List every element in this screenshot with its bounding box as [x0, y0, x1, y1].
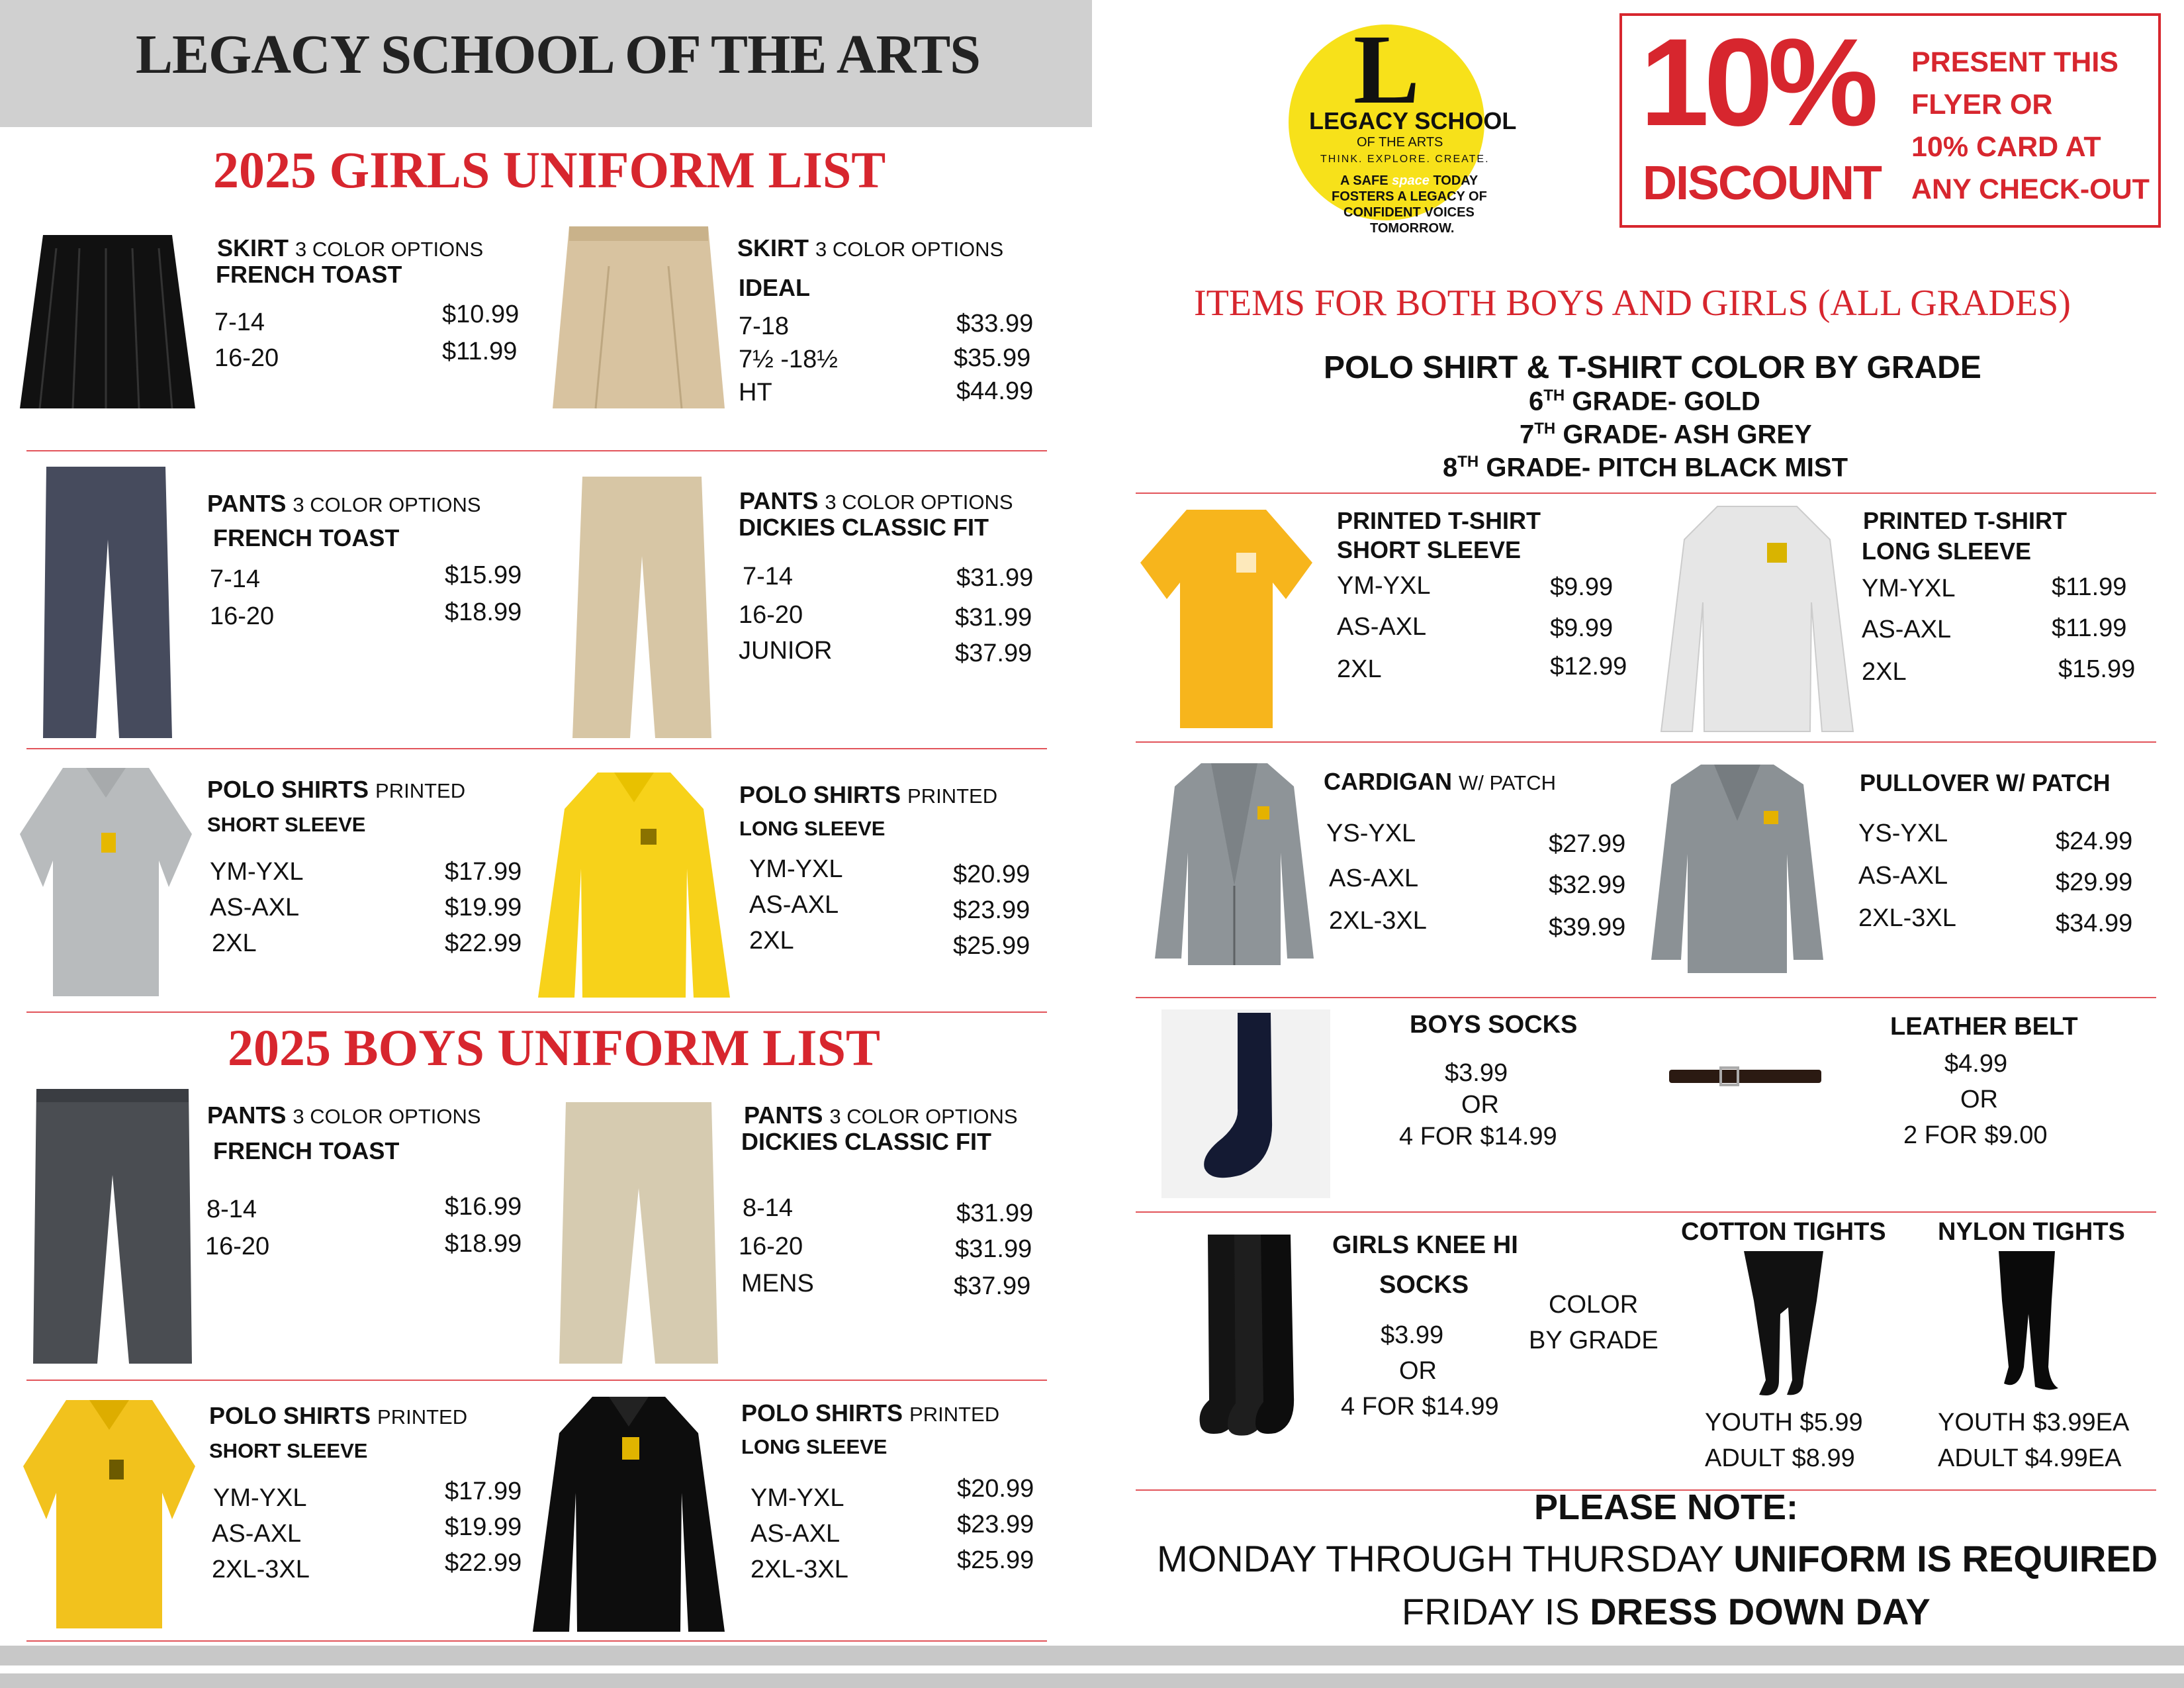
- knee-socks-image: [1195, 1231, 1314, 1440]
- both-title: ITEMS FOR BOTH BOYS AND GIRLS (ALL GRADES): [1194, 283, 2071, 324]
- g-skirt2-size: 7-18: [739, 312, 790, 340]
- svg-text:L: L: [1353, 15, 1420, 124]
- grey-polo-short-image: [17, 761, 195, 1000]
- discount-line3: 10% CARD AT: [1911, 131, 2101, 163]
- g-skirt1-title: [217, 234, 483, 262]
- discount-word: DISCOUNT: [1643, 157, 1881, 210]
- item-option: PRINTED: [907, 784, 998, 808]
- item-name: POLO SHIRTS: [741, 1399, 903, 1427]
- note-title: PLEASE NOTE:: [1534, 1487, 1799, 1527]
- note-line1-text: MONDAY THROUGH THURSDAY: [1157, 1538, 1734, 1579]
- cardigan-size: 2XL-3XL: [1329, 907, 1427, 935]
- g-pants2-brand: DICKIES CLASSIC FIT: [739, 514, 989, 541]
- g-skirt2-size: HT: [739, 379, 772, 406]
- item-option: PRINTED: [377, 1405, 468, 1429]
- g-polo2-size: AS-AXL: [749, 891, 839, 919]
- item-name: SKIRT: [217, 234, 289, 261]
- pullover-price: $29.99: [2056, 868, 2133, 896]
- logo-name: LEGACY SCHOOL: [1309, 107, 1517, 134]
- divider: [1136, 741, 2156, 743]
- tshirt-ss-size: 2XL: [1337, 655, 1382, 683]
- tshirt-ss-price: $9.99: [1550, 573, 1614, 601]
- g-polo2-title: [739, 781, 997, 809]
- b-pants2-title: [744, 1102, 1018, 1129]
- black-skirt-image: [20, 235, 199, 410]
- b-polo1-size: YM-YXL: [213, 1484, 307, 1512]
- b-polo2-size: AS-AXL: [751, 1520, 841, 1548]
- g-polo1-size: YM-YXL: [210, 858, 304, 886]
- boys-title: 2025 BOYS UNIFORM LIST: [228, 1019, 880, 1076]
- b-polo2-title: [741, 1399, 999, 1427]
- tshirt-ls-price: $15.99: [2058, 655, 2136, 683]
- b-pants2-price: $37.99: [954, 1272, 1031, 1300]
- g-polo2-sleeve: LONG SLEEVE: [739, 817, 886, 840]
- tshirt-ss-size: YM-YXL: [1337, 572, 1431, 600]
- nylon-name: NYLON TIGHTS: [1938, 1218, 2125, 1246]
- logo-sub: OF THE ARTS: [1357, 135, 1443, 150]
- cardigan-price: $39.99: [1549, 914, 1626, 941]
- b-polo1-price: $17.99: [445, 1477, 522, 1505]
- divider: [26, 1640, 1047, 1642]
- note-line2-bold: DRESS DOWN DAY: [1590, 1591, 1931, 1632]
- belt-or: OR: [1960, 1086, 1998, 1113]
- b-polo2-sleeve: LONG SLEEVE: [741, 1435, 887, 1458]
- logo-line1c: TODAY: [1433, 173, 1479, 188]
- belt-price: $4.99: [1944, 1050, 2008, 1078]
- b-polo2-size: 2XL-3XL: [751, 1556, 848, 1583]
- cardigan-size: YS-YXL: [1326, 820, 1416, 847]
- b-pants2-size: 8-14: [743, 1194, 794, 1222]
- b-polo2-price: $25.99: [957, 1546, 1034, 1574]
- belt-name: LEATHER BELT: [1890, 1013, 2078, 1041]
- tshirt-ss-size: AS-AXL: [1337, 613, 1427, 641]
- tshirt-ss-line1: PRINTED T-SHIRT: [1337, 507, 1541, 534]
- g-polo1-size: 2XL: [212, 929, 257, 957]
- divider: [26, 450, 1047, 451]
- discount-line2: FLYER OR: [1911, 89, 2053, 120]
- nylon-adult: ADULT $4.99EA: [1938, 1444, 2122, 1472]
- g-pants2-size: 16-20: [739, 601, 803, 629]
- logo-line3: CONFIDENT VOICES: [1343, 205, 1475, 220]
- g-skirt2-price: $33.99: [956, 310, 1034, 338]
- logo-line1: [1340, 173, 1478, 189]
- g-pants2-price: $31.99: [955, 604, 1032, 632]
- b-polo1-sleeve: SHORT SLEEVE: [209, 1439, 368, 1462]
- grade-sup: TH: [1457, 453, 1479, 471]
- item-option: 3 COLOR OPTIONS: [293, 1105, 481, 1128]
- divider: [26, 1380, 1047, 1381]
- g-skirt1-price: $11.99: [442, 338, 518, 365]
- knee-bundle: 4 FOR $14.99: [1341, 1393, 1499, 1421]
- item-option: W/ PATCH: [1459, 771, 1556, 794]
- girls-title: 2025 GIRLS UNIFORM LIST: [213, 141, 886, 199]
- cotton-tights-image: [1741, 1248, 1827, 1400]
- belt-image: [1668, 1066, 1823, 1090]
- item-name: PANTS: [739, 487, 819, 514]
- nylon-tights-image: [1992, 1248, 2065, 1393]
- g-polo2-size: 2XL: [749, 927, 794, 955]
- tshirt-ls-price: $11.99: [2052, 573, 2127, 601]
- tshirt-ls-size: YM-YXL: [1862, 575, 1956, 602]
- pullover-size: YS-YXL: [1858, 820, 1948, 847]
- pullover-size: 2XL-3XL: [1858, 904, 1956, 932]
- note-line2: [1402, 1590, 1931, 1633]
- belt-bundle: 2 FOR $9.00: [1903, 1121, 2048, 1149]
- g-pants1-price: $15.99: [445, 561, 522, 589]
- boys-socks-or: OR: [1461, 1091, 1499, 1119]
- g-skirt1-size: 16-20: [214, 344, 279, 372]
- item-name: SKIRT: [737, 234, 809, 261]
- b-pants1-size: 16-20: [205, 1233, 270, 1260]
- knee-name1: GIRLS KNEE HI: [1332, 1231, 1518, 1259]
- divider: [1136, 492, 2156, 494]
- divider: [26, 1011, 1047, 1013]
- pullover-name: PULLOVER W/ PATCH: [1860, 769, 2111, 796]
- item-name: POLO SHIRTS: [739, 781, 901, 808]
- cardigan-size: AS-AXL: [1329, 865, 1419, 892]
- pullover-image: [1648, 761, 1827, 980]
- g-skirt2-size: 7½ -18½: [739, 346, 838, 373]
- b-polo1-price: $19.99: [445, 1513, 522, 1541]
- tshirt-ss-line2: SHORT SLEEVE: [1337, 536, 1522, 563]
- pullover-size: AS-AXL: [1858, 862, 1948, 890]
- g-skirt2-title: [737, 234, 1003, 262]
- item-name: PANTS: [207, 490, 287, 517]
- b-pants1-size: 8-14: [206, 1196, 257, 1223]
- g-pants2-size: 7-14: [743, 563, 794, 590]
- g-pants1-size: 16-20: [210, 602, 275, 630]
- grade-sup: TH: [1534, 420, 1556, 438]
- footer-bar-bottom: [0, 1673, 2184, 1688]
- note-line1: [1157, 1537, 2158, 1580]
- item-name: CARDIGAN: [1324, 768, 1452, 795]
- g-polo2-price: $20.99: [953, 861, 1030, 888]
- cardigan-title: [1324, 768, 1556, 796]
- khaki-pants-boys-image: [556, 1102, 721, 1367]
- b-polo1-size: 2XL-3XL: [212, 1556, 310, 1583]
- item-name: POLO SHIRTS: [209, 1402, 371, 1429]
- grey-tshirt-long-image: [1658, 503, 1856, 735]
- logo-line1a: A SAFE: [1340, 173, 1388, 188]
- b-polo1-size: AS-AXL: [212, 1520, 302, 1548]
- g-skirt2-price: $44.99: [956, 377, 1034, 405]
- b-pants1-price: $18.99: [445, 1230, 522, 1258]
- grade-6: [1529, 387, 1760, 416]
- item-option: 3 COLOR OPTIONS: [829, 1105, 1018, 1128]
- b-pants1-brand: FRENCH TOAST: [213, 1137, 400, 1164]
- g-polo1-price: $17.99: [445, 858, 522, 886]
- navy-sock-image: [1191, 1009, 1297, 1182]
- b-polo2-size: YM-YXL: [751, 1484, 844, 1512]
- g-skirt1-brand: FRENCH TOAST: [216, 261, 402, 288]
- nylon-youth: YOUTH $3.99EA: [1938, 1409, 2130, 1436]
- g-polo2-price: $25.99: [953, 932, 1030, 960]
- tshirt-ls-line1: PRINTED T-SHIRT: [1863, 507, 2068, 534]
- black-polo-long-image: [529, 1393, 728, 1635]
- grade-text: GRADE- GOLD: [1565, 387, 1760, 416]
- cotton-name: COTTON TIGHTS: [1681, 1218, 1886, 1246]
- note-line1-bold: UNIFORM IS REQUIRED: [1733, 1538, 2158, 1579]
- tshirt-ls-price: $11.99: [2052, 614, 2127, 642]
- item-option: 3 COLOR OPTIONS: [293, 493, 481, 516]
- pullover-price: $34.99: [2056, 910, 2133, 937]
- b-pants2-size: 16-20: [739, 1233, 803, 1260]
- cardigan-image: [1152, 760, 1317, 968]
- b-pants1-title: [207, 1102, 481, 1129]
- grade-text: GRADE- ASH GREY: [1555, 420, 1812, 449]
- item-name: PANTS: [744, 1102, 823, 1129]
- knee-price: $3.99: [1381, 1321, 1444, 1349]
- charcoal-pants-image: [30, 1089, 195, 1367]
- tshirt-ss-price: $12.99: [1550, 653, 1627, 680]
- g-pants2-size: JUNIOR: [739, 637, 833, 665]
- item-name: POLO SHIRTS: [207, 776, 369, 803]
- grade-num: 6: [1529, 387, 1544, 416]
- logo-line2: FOSTERS A LEGACY OF: [1332, 189, 1487, 204]
- grade-num: 7: [1520, 420, 1535, 449]
- footer-bar: [0, 1646, 2184, 1665]
- b-polo2-price: $20.99: [957, 1475, 1034, 1503]
- pullover-price: $24.99: [2056, 827, 2133, 855]
- g-pants1-brand: FRENCH TOAST: [213, 524, 400, 551]
- gold-polo-short-image: [20, 1393, 199, 1632]
- g-polo1-title: [207, 776, 465, 804]
- g-pants1-size: 7-14: [210, 565, 261, 593]
- b-pants1-price: $16.99: [445, 1193, 522, 1221]
- knee-color-line2: BY GRADE: [1529, 1327, 1659, 1354]
- b-pants2-brand: DICKIES CLASSIC FIT: [741, 1128, 992, 1155]
- g-skirt1-size: 7-14: [214, 308, 265, 336]
- divider: [26, 748, 1047, 749]
- item-option: 3 COLOR OPTIONS: [295, 238, 484, 261]
- b-polo2-price: $23.99: [957, 1511, 1034, 1538]
- g-pants1-price: $18.99: [445, 598, 522, 626]
- item-option: PRINTED: [375, 779, 466, 802]
- grade-text: GRADE- PITCH BLACK MIST: [1479, 453, 1848, 483]
- g-polo1-sleeve: SHORT SLEEVE: [207, 813, 366, 836]
- g-polo2-price: $23.99: [953, 896, 1030, 924]
- logo-line1b: space: [1392, 173, 1430, 188]
- g-pants1-title: [207, 490, 481, 518]
- discount-line1: PRESENT THIS: [1911, 46, 2118, 78]
- khaki-skirt-image: [549, 226, 728, 412]
- logo-motto: THINK. EXPLORE. CREATE.: [1320, 154, 1490, 165]
- boys-socks-price: $3.99: [1445, 1059, 1508, 1087]
- discount-percent: 10%: [1640, 13, 1874, 152]
- tshirt-ls-line2: LONG SLEEVE: [1862, 538, 2032, 565]
- grade-sup: TH: [1543, 387, 1565, 404]
- cotton-youth: YOUTH $5.99: [1705, 1409, 1863, 1436]
- g-pants2-price: $37.99: [955, 639, 1032, 667]
- boys-socks-name: BOYS SOCKS: [1410, 1011, 1578, 1039]
- g-pants2-price: $31.99: [956, 564, 1034, 592]
- grade-title: POLO SHIRT & T-SHIRT COLOR BY GRADE: [1324, 350, 1981, 385]
- g-pants2-title: [739, 487, 1013, 515]
- tshirt-ss-price: $9.99: [1550, 614, 1614, 642]
- b-pants2-price: $31.99: [956, 1199, 1034, 1227]
- b-pants2-price: $31.99: [955, 1235, 1032, 1263]
- grey-pants-image: [36, 467, 175, 741]
- grade-num: 8: [1443, 453, 1458, 483]
- divider: [1136, 997, 2156, 998]
- g-polo2-size: YM-YXL: [749, 855, 843, 883]
- khaki-pants-image: [569, 477, 715, 741]
- knee-name2: SOCKS: [1379, 1271, 1469, 1299]
- item-option: 3 COLOR OPTIONS: [825, 491, 1013, 514]
- g-skirt2-price: $35.99: [954, 344, 1031, 372]
- discount-line4: ANY CHECK-OUT: [1911, 173, 2150, 205]
- knee-color-line1: COLOR: [1549, 1291, 1639, 1319]
- note-line2-text: FRIDAY IS: [1402, 1591, 1590, 1632]
- logo-line4: TOMORROW.: [1370, 221, 1455, 236]
- g-polo1-size: AS-AXL: [210, 894, 300, 921]
- item-option: PRINTED: [909, 1403, 1000, 1426]
- b-polo1-title: [209, 1402, 467, 1430]
- knee-or: OR: [1399, 1357, 1437, 1385]
- g-polo1-price: $19.99: [445, 894, 522, 921]
- boys-socks-bundle: 4 FOR $14.99: [1399, 1123, 1557, 1150]
- b-polo1-price: $22.99: [445, 1549, 522, 1577]
- tshirt-ls-size: AS-AXL: [1862, 616, 1952, 643]
- gold-tshirt-image: [1137, 506, 1316, 731]
- cotton-adult: ADULT $8.99: [1705, 1444, 1855, 1472]
- cardigan-price: $32.99: [1549, 871, 1626, 899]
- grade-7: [1520, 420, 1812, 449]
- g-skirt1-price: $10.99: [442, 301, 520, 328]
- cardigan-price: $27.99: [1549, 830, 1626, 858]
- item-option: 3 COLOR OPTIONS: [815, 238, 1004, 261]
- school-title: LEGACY SCHOOL OF THE ARTS: [136, 24, 980, 85]
- tshirt-ls-size: 2XL: [1862, 658, 1907, 686]
- g-polo1-price: $22.99: [445, 929, 522, 957]
- b-pants2-size: MENS: [741, 1270, 814, 1297]
- g-skirt2-brand: IDEAL: [739, 274, 810, 301]
- divider: [1136, 1211, 2156, 1213]
- gold-polo-long-image: [535, 769, 733, 1001]
- grade-8: [1443, 453, 1848, 483]
- item-name: PANTS: [207, 1102, 287, 1129]
